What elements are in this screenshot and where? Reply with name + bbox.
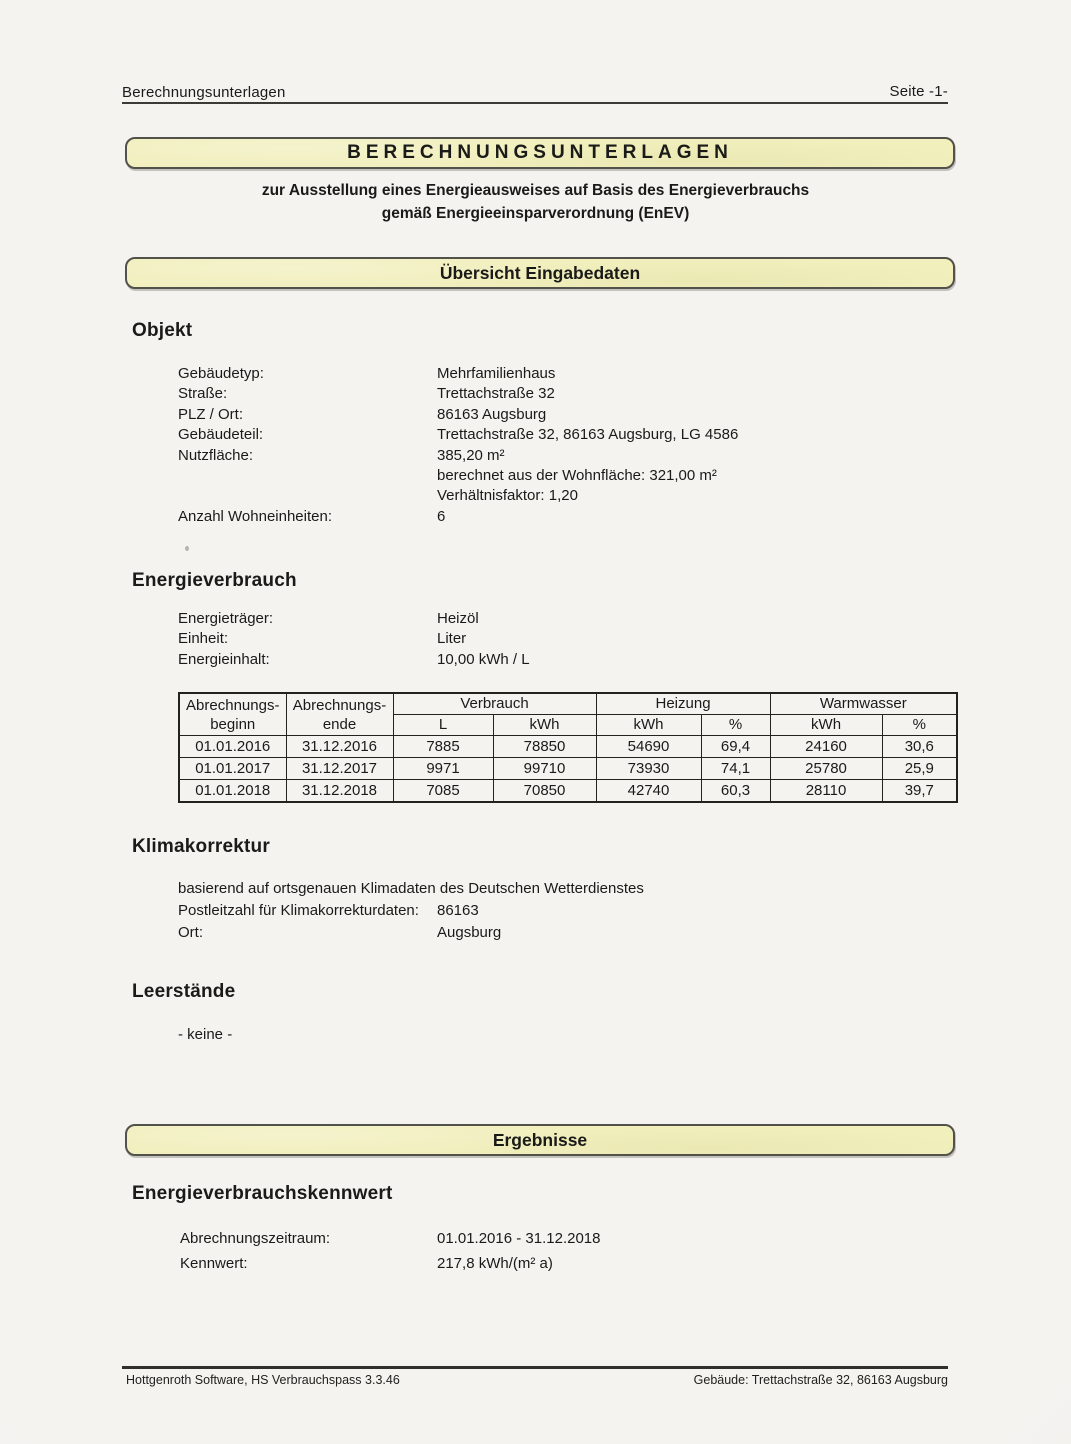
field-value: 86163 Augsburg	[437, 405, 547, 423]
field-value: Augsburg	[437, 924, 502, 941]
objekt-row	[178, 364, 958, 384]
col-group-verbrauch: Verbrauch	[393, 693, 596, 715]
field-label: PLZ / Ort:	[178, 405, 244, 423]
field-label: Gebäudeteil:	[178, 426, 264, 444]
title-banner-label: BERECHNUNGSUNTERLAGEN	[347, 142, 733, 163]
cell: 54690	[596, 736, 701, 758]
field-value: 217,8 kWh/(m² a)	[437, 1255, 553, 1272]
field-value: berechnet aus der Wohnfläche: 321,00 m²	[437, 467, 717, 485]
objekt-row	[178, 425, 958, 445]
cell: 69,4	[701, 736, 770, 758]
field-label: Anzahl Wohneinheiten:	[178, 507, 332, 525]
field-value: Liter	[437, 630, 467, 648]
kennwert-row	[180, 1226, 960, 1251]
field-label: Nutzfläche:	[178, 446, 254, 464]
cell: 24160	[770, 736, 882, 758]
field-label: Energieträger:	[178, 610, 274, 627]
objekt-field-list	[178, 364, 958, 527]
cell: 01.01.2018	[179, 780, 286, 803]
footer-software-info: Hottgenroth Software, HS Verbrauchspass 3.3.46	[126, 1373, 400, 1387]
subcol-kwh: kWh	[493, 715, 596, 736]
cell: 25780	[770, 758, 882, 780]
klimakorrektur-field-list	[178, 878, 958, 944]
input-overview-banner	[125, 257, 955, 289]
section-heading-leerstaende: Leerstände	[132, 981, 236, 1002]
objekt-row	[178, 405, 958, 425]
header-rule	[122, 102, 948, 104]
subcol-percent: %	[701, 715, 770, 736]
cell: 01.01.2017	[179, 758, 286, 780]
section-heading-klimakorrektur: Klimakorrektur	[132, 836, 270, 857]
title-banner	[125, 137, 955, 169]
scan-artifact-dot	[185, 546, 189, 551]
field-label: Straße:	[178, 385, 228, 403]
objekt-row	[178, 466, 958, 486]
field-value: Verhältnisfaktor: 1,20	[437, 487, 578, 505]
cell: 31.12.2016	[286, 736, 393, 758]
cell: 78850	[493, 736, 596, 758]
footer-building-info: Gebäude: Trettachstraße 32, 86163 Augsburg	[693, 1373, 948, 1387]
col-group-warmwasser: Warmwasser	[770, 693, 957, 715]
field-label: Einheit:	[178, 630, 229, 648]
section-heading-objekt: Objekt	[132, 320, 193, 341]
table-row	[179, 758, 957, 780]
energieverbrauch-row	[178, 629, 958, 649]
field-value: Trettachstraße 32	[437, 385, 555, 403]
running-header-title: Berechnungsunterlagen	[122, 84, 286, 101]
field-value: 01.01.2016 - 31.12.2018	[437, 1230, 601, 1247]
cell: 30,6	[882, 736, 957, 758]
cell: 39,7	[882, 780, 957, 803]
objekt-row	[178, 507, 958, 527]
col-group-heizung: Heizung	[596, 693, 770, 715]
cell: 42740	[596, 780, 701, 803]
field-value: 6	[437, 507, 446, 525]
cell: 9971	[393, 758, 493, 780]
col-header-abrechnungsende: Abrechnungs- ende	[286, 693, 393, 736]
field-value: Trettachstraße 32, 86163 Augsburg, LG 4586	[437, 426, 739, 444]
col-header-abrechnungsbeginn: Abrechnungs- beginn	[179, 693, 286, 736]
consumption-table	[178, 692, 958, 803]
field-value: 385,20 m²	[437, 446, 505, 464]
cell: 31.12.2017	[286, 758, 393, 780]
cell: 60,3	[701, 780, 770, 803]
page-number: Seite -1-	[889, 83, 948, 100]
subtitle-line-1: zur Ausstellung eines Energieausweises auf Basis des Energieverbrauchs	[261, 182, 810, 199]
cell: 73930	[596, 758, 701, 780]
energieverbrauch-row	[178, 609, 958, 629]
subcol-kwh: kWh	[770, 715, 882, 736]
klima-note: basierend auf ortsgenauen Klimadaten des Deutschen Wetterdienstes	[178, 880, 644, 897]
kennwert-field-list	[180, 1226, 960, 1276]
table-row	[179, 780, 957, 803]
field-label: Energieinhalt:	[178, 650, 270, 668]
klima-row	[178, 900, 958, 922]
cell: 31.12.2018	[286, 780, 393, 803]
klima-row	[178, 922, 958, 944]
cell: 25,9	[882, 758, 957, 780]
cell: 01.01.2016	[179, 736, 286, 758]
subcol-kwh: kWh	[596, 715, 701, 736]
section-heading-energieverbrauch: Energieverbrauch	[132, 570, 297, 591]
field-value: 10,00 kWh / L	[437, 650, 530, 668]
cell: 7085	[393, 780, 493, 803]
cell: 7885	[393, 736, 493, 758]
field-value: Heizöl	[437, 610, 479, 627]
section-heading-kennwert: Energieverbrauchskennwert	[132, 1183, 393, 1204]
cell: 28110	[770, 780, 882, 803]
kennwert-row	[180, 1251, 960, 1276]
subtitle-line-2: gemäß Energieeinsparverordnung (EnEV)	[381, 205, 690, 222]
subcol-percent: %	[882, 715, 957, 736]
results-banner-label: Ergebnisse	[492, 1129, 588, 1150]
field-label: Ort:	[178, 924, 203, 941]
objekt-row	[178, 486, 958, 506]
results-banner	[125, 1124, 955, 1156]
objekt-row	[178, 446, 958, 466]
input-overview-banner-label: Übersicht Eingabedaten	[439, 262, 641, 283]
energieverbrauch-field-list	[178, 609, 958, 670]
table-row	[179, 736, 957, 758]
footer-rule	[122, 1366, 948, 1369]
field-label: Abrechnungszeitraum:	[180, 1230, 331, 1247]
field-label: Postleitzahl für Klimakorrekturdaten:	[178, 902, 419, 919]
cell: 99710	[493, 758, 596, 780]
energieverbrauch-row	[178, 650, 958, 670]
objekt-row	[178, 384, 958, 404]
subcol-liter: L	[393, 715, 493, 736]
field-label: Gebäudetyp:	[178, 365, 264, 382]
cell: 74,1	[701, 758, 770, 780]
cell: 70850	[493, 780, 596, 803]
field-value: Mehrfamilienhaus	[437, 365, 556, 382]
leerstaende-value: - keine -	[178, 1026, 233, 1043]
field-label: Kennwert:	[180, 1255, 248, 1272]
field-value: 86163	[437, 902, 479, 919]
